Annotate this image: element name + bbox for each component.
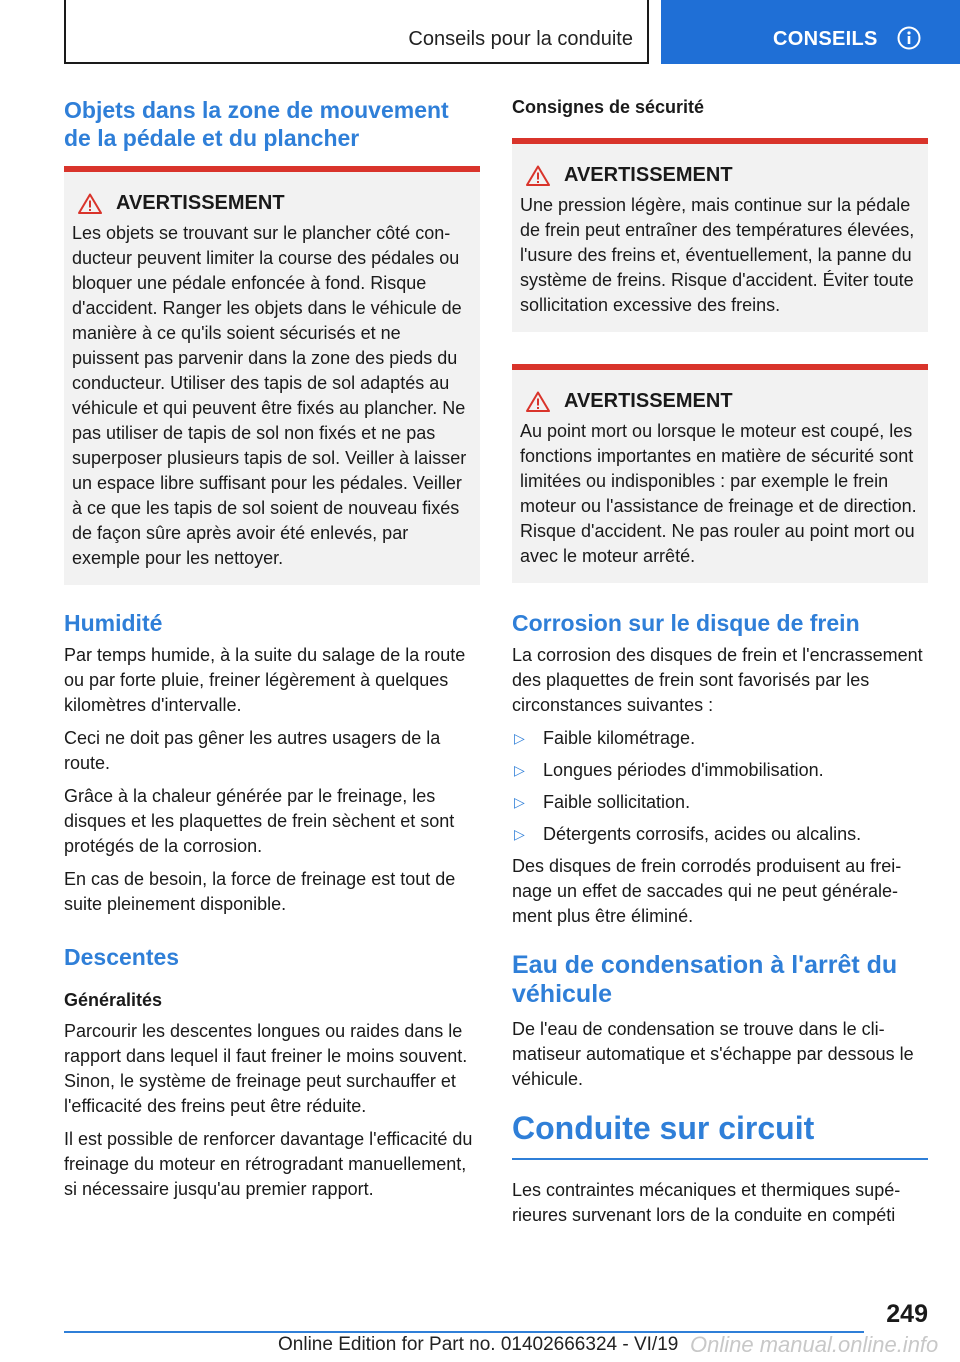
paragraph: La corrosion des disques de frein et l'encrassement des plaquettes de frein sont favorisés par les circonstances suivantes : — [512, 645, 923, 715]
section-title-corrosion: Corrosion sur le disque de frein — [512, 610, 860, 636]
paragraph: Des disques de frein corrodés produisent au freinage un effet de saccades qui ne peut généralement plus être éliminé. — [512, 856, 902, 926]
watermark: Online manual.online.info — [690, 1332, 939, 1357]
warning-label: AVERTISSEMENT — [564, 390, 733, 412]
paragraph: De l'eau de condensation se trouve dans le climatiseur automatique et s'échappe par dessous le véhicule. — [512, 1019, 914, 1089]
list-item: ▷ Faible kilométrage. — [512, 726, 928, 751]
paragraph: Grâce à la chaleur générée par le freinage, les disques et les plaquettes de frein sèchent et sont protégés de la corrosion. — [64, 786, 455, 856]
page-number: 249 — [886, 1300, 928, 1328]
bullet-triangle-icon: ▷ — [514, 794, 525, 810]
left-column — [64, 96, 480, 1210]
paragraph: Ceci ne doit pas gêner les autres usagers de la route. — [64, 728, 441, 773]
right-column — [512, 96, 928, 1236]
section-title-objects: Objets dans la zone de mouvement de la pédale et du plancher — [64, 97, 449, 151]
info-icon[interactable] — [897, 26, 921, 50]
header-chapter-tab[interactable] — [661, 0, 960, 64]
subsection-title-generalites: Généralités — [64, 990, 163, 1010]
chapter-title-circuit: Conduite sur circuit — [512, 1108, 928, 1160]
section-title-humidite: Humidité — [64, 610, 163, 636]
warning-triangle-icon — [526, 165, 550, 186]
paragraph: Il est possible de renforcer davantage l'efficacité du freinage du moteur en rétrogradant manuellement, si nécessaire jusqu'au premier rapport. — [64, 1129, 473, 1199]
paragraph: Parcourir les descentes longues ou raides dans le rapport dans lequel il faut freiner le moins souvent. Sinon, le système de freinage peut surchauffer et l'efficacité des freins peut être réduite. — [64, 1021, 468, 1116]
warning-text: Une pression légère, mais continue sur la pédale de frein peut entraîner des températures élevées, l'usure des freins et, éventuellement, la panne du système de freins. Risque d'accident. Éviter toute sollicitation excessive des freins. — [520, 195, 915, 315]
header-section-box — [64, 0, 649, 64]
warning-text: Les objets se trouvant sur le plancher côté conducteur peuvent limiter la course des pédales ou bloquer une pédale enfoncée à fond. Risque d'accident. Ranger les objets dans le véhicule de manière à ce qu'ils soient sécurisés et ne puissent pas parvenir dans la zone des pieds du conducteur. Utiliser des tapis de sol adaptés au véhicule et qui peuvent être fixés au plancher. Ne pas utiliser de tapis de sol non fixés et ne pas superposer plusieurs tapis de sol. Veiller à laisser un espace libre suffisant pour les pédales. Veiller à ce que les tapis de sol soient de nouveau fixés de façon sûre après avoir été enlevés, par exemple pour les nettoyer. — [72, 223, 467, 568]
header-chapter-label: CONSEILS — [773, 28, 878, 50]
warning-box-objects — [64, 166, 480, 585]
warning-box-neutral — [512, 364, 928, 583]
warning-label: AVERTISSEMENT — [564, 164, 733, 186]
warning-heading — [520, 390, 920, 413]
warning-heading — [72, 192, 472, 215]
warning-label: AVERTISSEMENT — [116, 192, 285, 214]
paragraph: En cas de besoin, la force de freinage est tout de suite pleinement disponible. — [64, 869, 456, 914]
bullet-triangle-icon: ▷ — [514, 762, 525, 778]
bullet-triangle-icon: ▷ — [514, 826, 525, 842]
list-item: ▷ Longues périodes d'immobilisation. — [512, 758, 928, 783]
subsection-title-safety: Consignes de sécurité — [512, 97, 705, 117]
warning-heading — [520, 164, 920, 187]
header-section-label: Conseils pour la conduite — [408, 28, 633, 50]
list-item: ▷ Faible sollicitation. — [512, 790, 928, 815]
footer-edition: Online Edition for Part no. 01402666324 - VI/19 — [278, 1334, 679, 1355]
list-item: ▷ Détergents corrosifs, acides ou alcalins. — [512, 822, 928, 847]
paragraph: Les contraintes mécaniques et thermiques supérieures survenant lors de la conduite en compéti — [512, 1180, 901, 1225]
bullet-list-corrosion — [512, 726, 928, 847]
paragraph: Par temps humide, à la suite du salage de la route ou par forte pluie, freiner légèrement à quelques kilomètres d'intervalle. — [64, 645, 466, 715]
warning-text: Au point mort ou lorsque le moteur est coupé, les fonctions importantes en matière de sécurité sont limitées ou indisponibles : par exemple le frein moteur ou l'assistance de freinage et de direction. Risque d'accident. Ne pas rouler au point mort ou avec le moteur arrêté. — [520, 421, 917, 566]
section-title-condensation: Eau de condensation à l'arrêt du véhicule — [512, 951, 898, 1008]
warning-triangle-icon — [526, 391, 550, 412]
bullet-triangle-icon: ▷ — [514, 730, 525, 746]
warning-triangle-icon — [78, 193, 102, 214]
section-title-descentes: Descentes — [64, 944, 180, 970]
warning-box-pressure — [512, 138, 928, 332]
